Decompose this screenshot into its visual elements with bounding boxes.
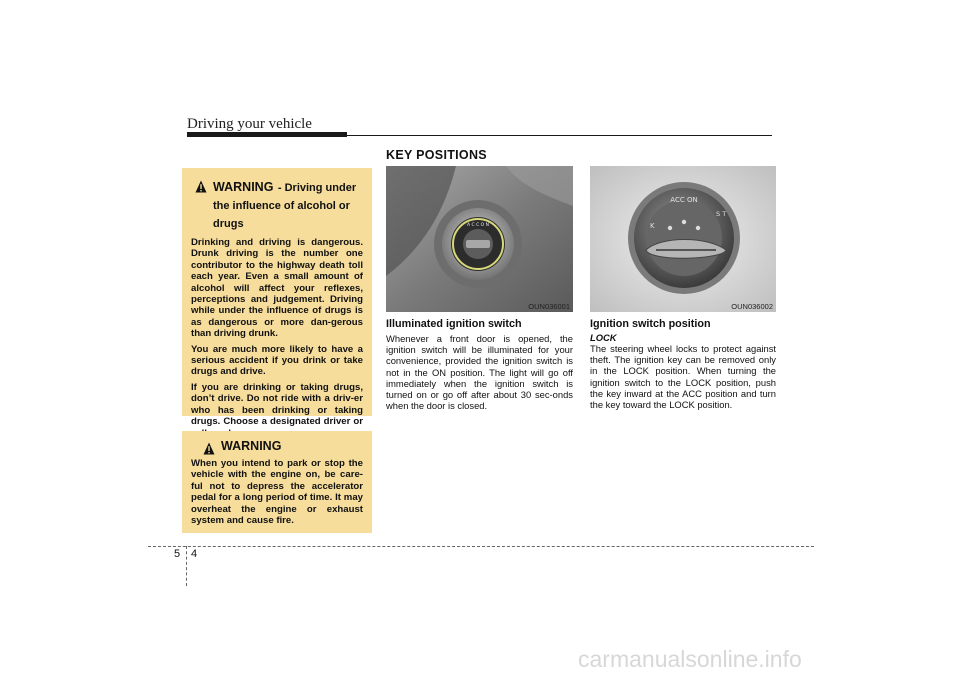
warning-paragraph: Drinking and driving is dangerous. Drunk driving is the number one contributor to the highway death toll each year. Even a small amount of alcohol will affect your reflexes, perceptions and judgement. Driving while under the influence of drugs is as dangerous or more dan-gerous than driving drunk. [191, 237, 363, 340]
figure-code: OUN036001 [528, 302, 570, 311]
warning-paragraph: If you are drinking or taking drugs, don’t drive. Do not ride with a driv-er who has been drinking or taking drugs. Choose a designated driver or [191, 381, 363, 428]
ignition-position-section [590, 318, 776, 410]
header-rule-accent [187, 132, 347, 137]
warning-header [191, 178, 363, 237]
section-title: Driving your vehicle [187, 116, 312, 132]
watermark: carmanualsonline.info [578, 646, 802, 672]
warning-header [191, 440, 363, 455]
warning-title-sub: - Driving under the influence of alcohol or drugs [213, 182, 357, 230]
page-heading: KEY POSITIONS [386, 148, 487, 162]
ignition-position-text: The steering wheel locks to protect against theft. The ignition key can be removed only in the LOCK position. When turning the ignition switch to the LOCK position, push the key inward at the ACC position and turn the key toward the LOCK position. [590, 343, 776, 411]
illuminated-section [386, 318, 573, 411]
warning-box-park [182, 431, 372, 533]
page-number: 4 [191, 548, 198, 560]
lock-label: LOCK [590, 332, 617, 343]
warning-paragraph: You are much more likely to have a serious accident if you drink or take drugs and drive. [191, 343, 363, 378]
ignition-switch-illustration [386, 166, 573, 312]
svg-text:S T: S T [716, 210, 727, 218]
warning-paragraph: When you intend to park or stop the vehicle with the engine on, be care-ful not to depress the accelerator pedal for a long period of time. It may overheat the engine or exhaust system and cause fire. [191, 458, 363, 527]
footer-rule [148, 546, 814, 547]
figure-code: OUN036002 [731, 302, 773, 311]
illuminated-title: Illuminated ignition switch [386, 318, 522, 330]
ignition-closeup-illustration [590, 166, 776, 312]
chapter-number: 5 [174, 548, 181, 560]
illuminated-text: Whenever a front door is opened, the ignition switch will be illuminated for your convenience, provided the ignition switch is not in the ON position. The light will go off immediately when the ignition switch is turned on or go off after about 30 sec-onds when the door is closed. [386, 333, 573, 412]
warning-title-main: WARNING [213, 180, 274, 194]
warning-triangle-icon [195, 180, 207, 193]
warning-box-alcohol [182, 168, 372, 428]
svg-text:A C C O N: A C C O N [467, 223, 489, 228]
figure-ignition-closeup [590, 166, 776, 312]
figure-ignition-dash [386, 166, 573, 312]
warning-triangle-icon [203, 442, 215, 455]
footer-divider [186, 546, 187, 586]
ignition-position-title: Ignition switch position [590, 318, 711, 330]
warning-title-main: WARNING [221, 439, 282, 453]
svg-text:K: K [650, 222, 655, 230]
svg-text:ACC ON: ACC ON [670, 196, 698, 204]
warning-title [213, 178, 363, 232]
